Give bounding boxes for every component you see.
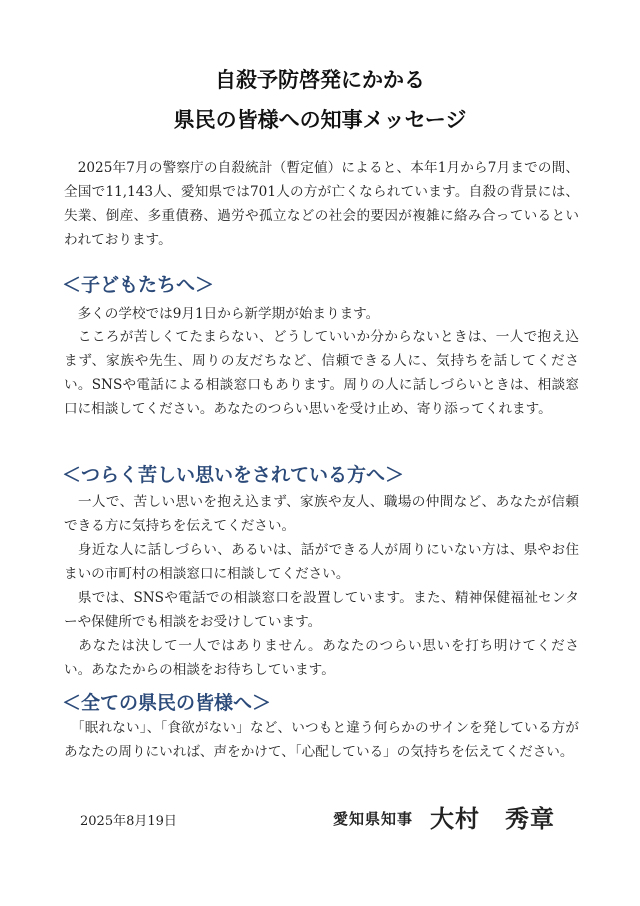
section-heading-all-citizens: ＜全ての県民の皆様へ＞ <box>62 692 272 714</box>
section-heading-suffering: ＜つらく苦しい思いをされている方へ＞ <box>62 464 405 486</box>
title-line-1: 自殺予防啓発にかかる <box>215 68 425 92</box>
children-paragraph-2: こころが苦しくてたまらない、どうしていいか分からないときは、一人で抱え込まず、家族や先生、周りの友だちなど、信頼できる人に、気持ちを話してください。SNSや電話による相談窓口もあります。周りの人に話しづらいときは、相談窓口に相談してください。あなたのつらい思いを受け止め、寄り添ってくれます。 <box>64 329 579 417</box>
message-date: 2025年8月19日 <box>80 814 177 829</box>
children-paragraph-1: 多くの学校では9月1日から新学期が始まります。 <box>64 306 380 322</box>
suffering-paragraph-4: あなたは決して一人ではありません。あなたのつらい思いを打ち明けてください。あなたからの相談をお待ちしています。 <box>64 638 579 678</box>
title-line-2: 県民の皆様への知事メッセージ <box>173 108 467 132</box>
all-citizens-paragraph: 「眠れない」、「食欲がない」など、いつもと違う何らかのサインを発している方があなたの周りにいれば、声をかけて、「心配している」の気持ちを伝えてください。 <box>64 720 579 760</box>
intro-paragraph: 2025年7月の警察庁の自殺統計（暫定値）によると、本年1月から7月までの間、全国で11,143人、愛知県では701人の方が亡くなられています。自殺の背景には、失業、倒産、多重債務、過労や孤立などの社会的要因が複雑に絡み合っているといわれております。 <box>64 160 579 248</box>
suffering-paragraph-1: 一人で、苦しい思いを抱え込まず、家族や友人、職場の仲間など、あなたが信頼できる方に気持ちを伝えてください。 <box>64 494 579 534</box>
suffering-paragraph-3: 県では、SNSや電話での相談窓口を設置しています。また、精神保健福祉センターや保健所でも相談をお受けしています。 <box>64 590 579 630</box>
governor-name: 大村 秀章 <box>430 804 555 833</box>
governor-title: 愛知県知事 <box>333 810 414 828</box>
suffering-paragraph-2: 身近な人に話しづらい、あるいは、話ができる人が周りにいない方は、県やお住まいの市町村の相談窓口に相談してください。 <box>64 542 579 582</box>
section-heading-children: ＜子どもたちへ＞ <box>62 274 215 296</box>
